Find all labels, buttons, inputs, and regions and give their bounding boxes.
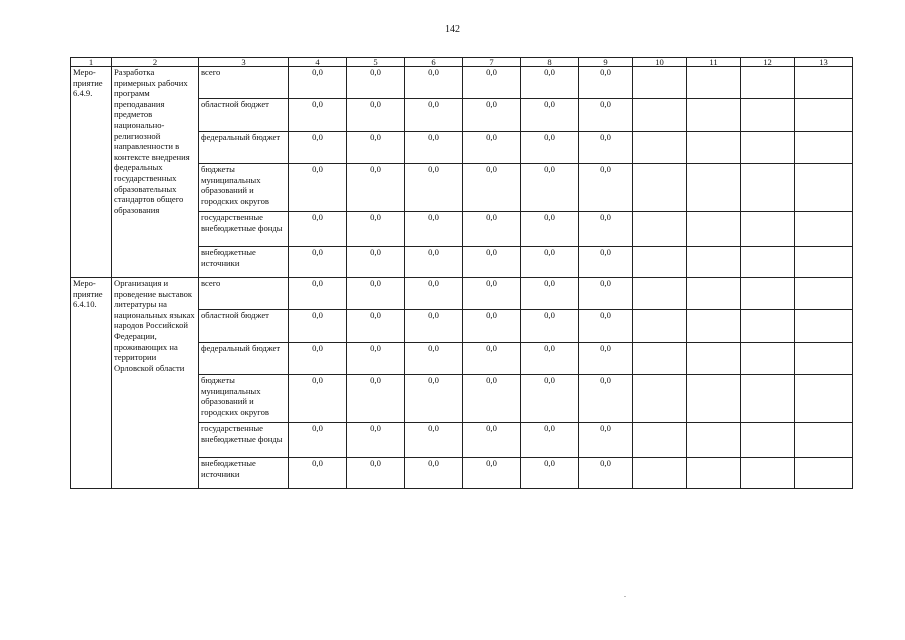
- value-cell: 0,0: [579, 212, 633, 247]
- empty-cell: [795, 278, 853, 310]
- value-cell: 0,0: [579, 67, 633, 99]
- funding-source: внебюджетные источники: [199, 458, 289, 489]
- empty-cell: [795, 375, 853, 423]
- column-number: 8: [521, 58, 579, 67]
- empty-cell: [633, 212, 687, 247]
- value-cell: 0,0: [347, 212, 405, 247]
- value-cell: 0,0: [463, 423, 521, 458]
- value-cell: 0,0: [405, 132, 463, 164]
- value-cell: 0,0: [579, 99, 633, 132]
- value-cell: 0,0: [579, 423, 633, 458]
- funding-source: федеральный бюджет: [199, 343, 289, 375]
- measure-title: Организация и проведение выставок литературы на национальных языках народов Российской Федерации, проживающих на территории Орловской области: [112, 278, 199, 489]
- value-cell: 0,0: [347, 99, 405, 132]
- funding-source: государственные внебюджетные фонды: [199, 423, 289, 458]
- value-cell: 0,0: [347, 343, 405, 375]
- value-cell: 0,0: [289, 99, 347, 132]
- empty-cell: [795, 247, 853, 278]
- empty-cell: [741, 99, 795, 132]
- value-cell: 0,0: [289, 212, 347, 247]
- empty-cell: [741, 212, 795, 247]
- empty-cell: [741, 247, 795, 278]
- value-cell: 0,0: [289, 278, 347, 310]
- empty-cell: [795, 212, 853, 247]
- value-cell: 0,0: [405, 247, 463, 278]
- value-cell: 0,0: [521, 343, 579, 375]
- value-cell: 0,0: [463, 247, 521, 278]
- table-row: [71, 67, 853, 99]
- empty-cell: [633, 423, 687, 458]
- empty-cell: [633, 99, 687, 132]
- header-row: [71, 58, 853, 67]
- funding-source: внебюджетные источники: [199, 247, 289, 278]
- empty-cell: [687, 132, 741, 164]
- empty-cell: [741, 375, 795, 423]
- empty-cell: [741, 278, 795, 310]
- column-number: 13: [795, 58, 853, 67]
- empty-cell: [687, 247, 741, 278]
- value-cell: 0,0: [579, 278, 633, 310]
- empty-cell: [795, 343, 853, 375]
- empty-cell: [633, 458, 687, 489]
- value-cell: 0,0: [347, 375, 405, 423]
- scan-speck: [624, 596, 626, 597]
- empty-cell: [633, 278, 687, 310]
- empty-cell: [633, 132, 687, 164]
- column-number: 9: [579, 58, 633, 67]
- empty-cell: [687, 278, 741, 310]
- empty-cell: [687, 310, 741, 343]
- value-cell: 0,0: [405, 212, 463, 247]
- column-number: 10: [633, 58, 687, 67]
- value-cell: 0,0: [579, 375, 633, 423]
- empty-cell: [633, 310, 687, 343]
- funding-source: бюджеты муниципальных образований и городских округов: [199, 375, 289, 423]
- empty-cell: [795, 423, 853, 458]
- empty-cell: [741, 132, 795, 164]
- value-cell: 0,0: [405, 375, 463, 423]
- value-cell: 0,0: [579, 343, 633, 375]
- value-cell: 0,0: [521, 247, 579, 278]
- column-number: 11: [687, 58, 741, 67]
- value-cell: 0,0: [463, 164, 521, 212]
- empty-cell: [741, 310, 795, 343]
- value-cell: 0,0: [289, 164, 347, 212]
- value-cell: 0,0: [579, 310, 633, 343]
- empty-cell: [795, 164, 853, 212]
- column-number: 3: [199, 58, 289, 67]
- value-cell: 0,0: [347, 310, 405, 343]
- value-cell: 0,0: [289, 343, 347, 375]
- empty-cell: [741, 67, 795, 99]
- value-cell: 0,0: [463, 375, 521, 423]
- funding-source: всего: [199, 278, 289, 310]
- empty-cell: [633, 247, 687, 278]
- value-cell: 0,0: [463, 132, 521, 164]
- value-cell: 0,0: [405, 310, 463, 343]
- table-row: [71, 278, 853, 310]
- empty-cell: [687, 375, 741, 423]
- value-cell: 0,0: [289, 375, 347, 423]
- value-cell: 0,0: [347, 278, 405, 310]
- value-cell: 0,0: [579, 458, 633, 489]
- empty-cell: [633, 67, 687, 99]
- column-number: 7: [463, 58, 521, 67]
- value-cell: 0,0: [405, 99, 463, 132]
- value-cell: 0,0: [405, 278, 463, 310]
- value-cell: 0,0: [347, 247, 405, 278]
- empty-cell: [795, 310, 853, 343]
- empty-cell: [687, 164, 741, 212]
- empty-cell: [687, 458, 741, 489]
- value-cell: 0,0: [347, 67, 405, 99]
- funding-source: областной бюджет: [199, 310, 289, 343]
- value-cell: 0,0: [405, 458, 463, 489]
- empty-cell: [633, 164, 687, 212]
- funding-source: бюджеты муниципальных образований и городских округов: [199, 164, 289, 212]
- value-cell: 0,0: [463, 212, 521, 247]
- funding-source: областной бюджет: [199, 99, 289, 132]
- value-cell: 0,0: [405, 423, 463, 458]
- column-number: 4: [289, 58, 347, 67]
- funding-source: государственные внебюджетные фонды: [199, 212, 289, 247]
- value-cell: 0,0: [347, 458, 405, 489]
- funding-source: федеральный бюджет: [199, 132, 289, 164]
- empty-cell: [687, 99, 741, 132]
- value-cell: 0,0: [521, 278, 579, 310]
- value-cell: 0,0: [463, 99, 521, 132]
- value-cell: 0,0: [289, 310, 347, 343]
- column-number: 12: [741, 58, 795, 67]
- value-cell: 0,0: [405, 164, 463, 212]
- value-cell: 0,0: [521, 164, 579, 212]
- measure-code: Меро- приятие 6.4.10.: [71, 278, 112, 489]
- value-cell: 0,0: [579, 132, 633, 164]
- empty-cell: [741, 423, 795, 458]
- page-number: 142: [445, 24, 460, 35]
- value-cell: 0,0: [463, 458, 521, 489]
- value-cell: 0,0: [521, 458, 579, 489]
- value-cell: 0,0: [521, 67, 579, 99]
- value-cell: 0,0: [463, 67, 521, 99]
- value-cell: 0,0: [521, 375, 579, 423]
- value-cell: 0,0: [463, 310, 521, 343]
- value-cell: 0,0: [405, 67, 463, 99]
- value-cell: 0,0: [289, 67, 347, 99]
- empty-cell: [687, 343, 741, 375]
- empty-cell: [687, 212, 741, 247]
- empty-cell: [741, 164, 795, 212]
- measure-code: Меро- приятие 6.4.9.: [71, 67, 112, 278]
- empty-cell: [633, 375, 687, 423]
- empty-cell: [687, 423, 741, 458]
- empty-cell: [741, 458, 795, 489]
- value-cell: 0,0: [347, 423, 405, 458]
- column-number: 6: [405, 58, 463, 67]
- empty-cell: [741, 343, 795, 375]
- value-cell: 0,0: [289, 458, 347, 489]
- value-cell: 0,0: [521, 212, 579, 247]
- column-number: 1: [71, 58, 112, 67]
- value-cell: 0,0: [463, 343, 521, 375]
- value-cell: 0,0: [289, 132, 347, 164]
- value-cell: 0,0: [521, 310, 579, 343]
- column-number: 2: [112, 58, 199, 67]
- empty-cell: [795, 67, 853, 99]
- empty-cell: [687, 67, 741, 99]
- empty-cell: [795, 132, 853, 164]
- value-cell: 0,0: [347, 164, 405, 212]
- value-cell: 0,0: [521, 423, 579, 458]
- table-body: [71, 67, 853, 489]
- budget-table: [70, 57, 853, 489]
- empty-cell: [795, 99, 853, 132]
- value-cell: 0,0: [463, 278, 521, 310]
- value-cell: 0,0: [405, 343, 463, 375]
- value-cell: 0,0: [289, 247, 347, 278]
- value-cell: 0,0: [289, 423, 347, 458]
- empty-cell: [633, 343, 687, 375]
- value-cell: 0,0: [579, 164, 633, 212]
- empty-cell: [795, 458, 853, 489]
- measure-title: Разработка примерных рабочих программ преподавания предметов национально-религиозной направленности в контексте внедрения федеральных государственных образовательных стандартов общего образования: [112, 67, 199, 278]
- value-cell: 0,0: [521, 99, 579, 132]
- funding-source: всего: [199, 67, 289, 99]
- value-cell: 0,0: [579, 247, 633, 278]
- value-cell: 0,0: [521, 132, 579, 164]
- column-number: 5: [347, 58, 405, 67]
- value-cell: 0,0: [347, 132, 405, 164]
